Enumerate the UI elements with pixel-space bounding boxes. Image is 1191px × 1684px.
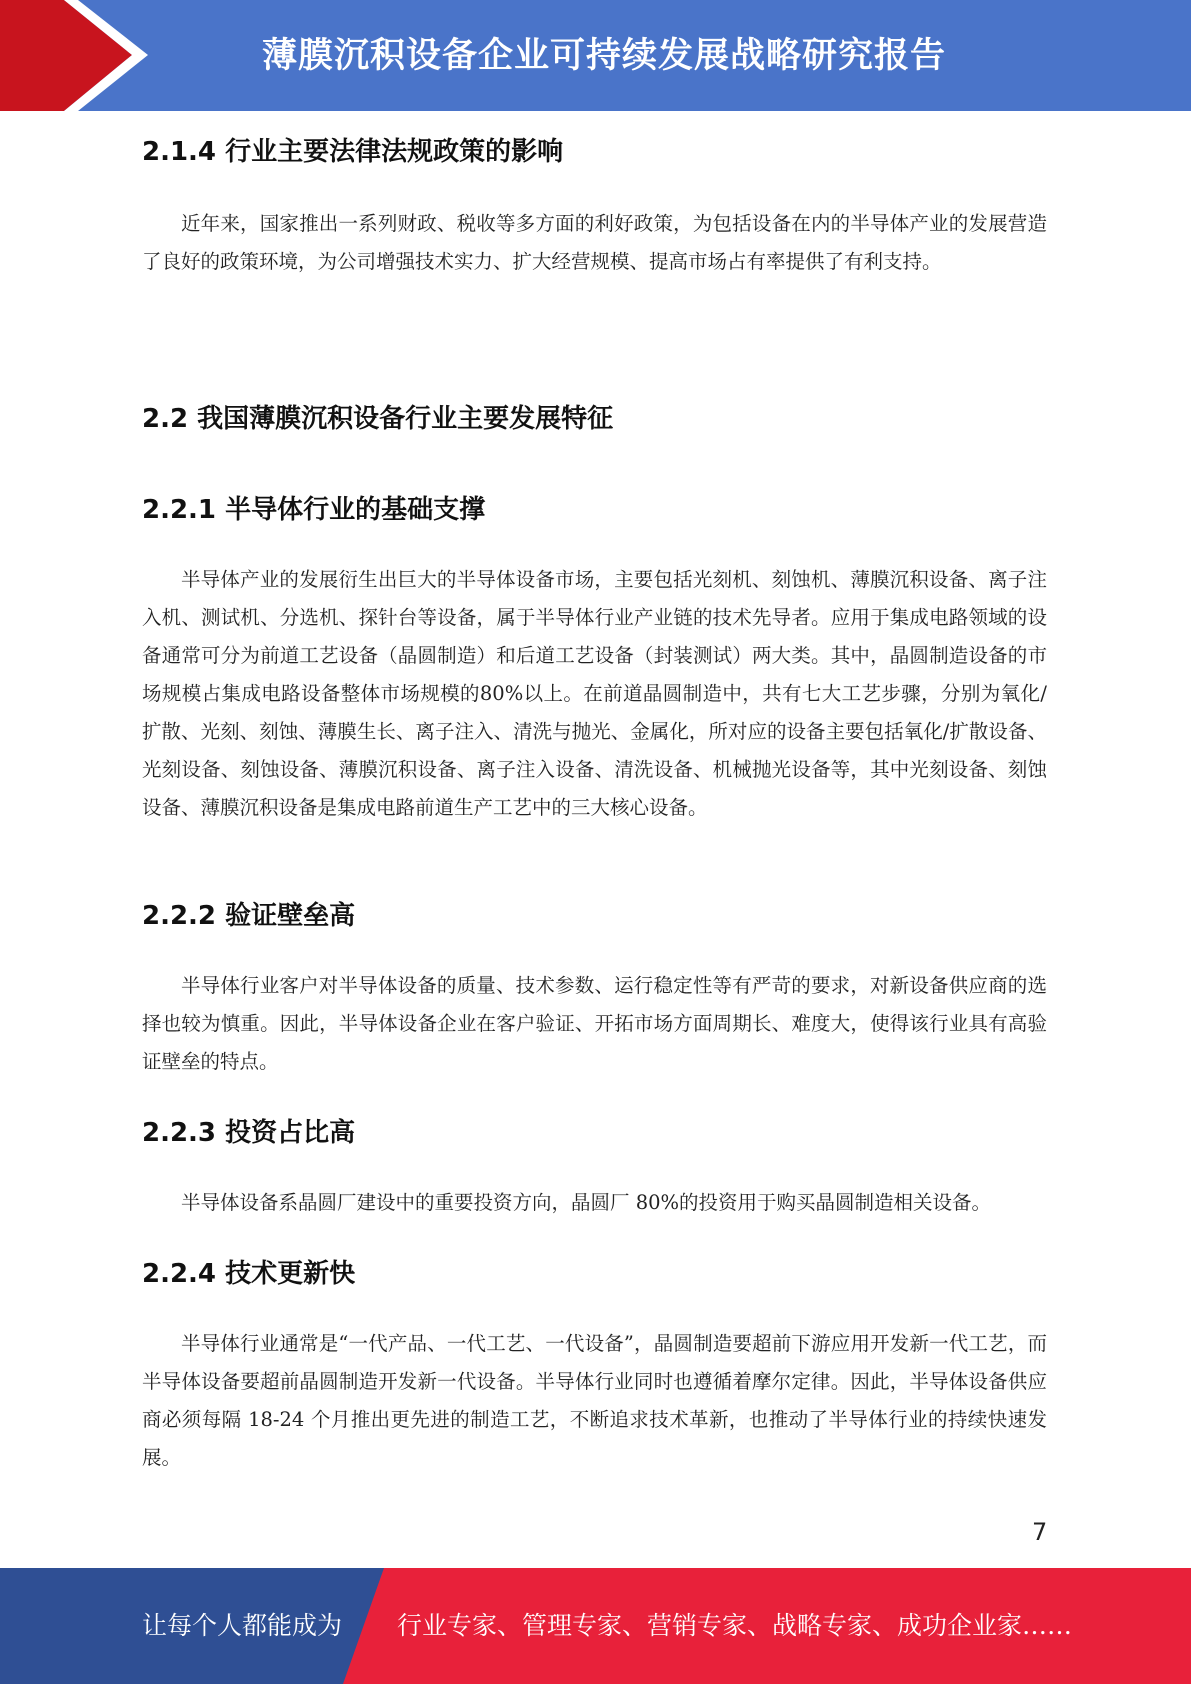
page-footer bbox=[0, 1568, 1191, 1684]
report-title: 薄膜沉积设备企业可持续发展战略研究报告 bbox=[262, 36, 947, 76]
footer-slogan-right: 行业专家、管理专家、营销专家、战略专家、成功企业家…… bbox=[397, 1611, 1073, 1640]
section-text-2-2-2: 半导体行业客户对半导体设备的质量、技术参数、运行稳定性等有严苛的要求，对新设备供应商的选择也较为慎重。因此，半导体设备企业在客户验证、开拓市场方面周期长、难度大，使得该行业具有高验证壁垒的特点。 bbox=[142, 974, 1047, 1073]
page-number: 7 bbox=[1032, 1518, 1048, 1546]
section-heading-2-2-2: 2.2.2 验证壁垒高 bbox=[142, 901, 356, 931]
section-heading-2-2-1: 2.2.1 半导体行业的基础支撑 bbox=[142, 495, 486, 525]
section-heading-2-2-3: 2.2.3 投资占比高 bbox=[142, 1118, 356, 1148]
section-text-2-1-4: 近年来，国家推出一系列财政、税收等多方面的利好政策，为包括设备在内的半导体产业的发展营造了良好的政策环境，为公司增强技术实力、扩大经营规模、提高市场占有率提供了有利支持。 bbox=[142, 212, 1047, 273]
section-heading-2-1-4: 2.1.4 行业主要法律法规政策的影响 bbox=[142, 137, 564, 167]
section-heading-2-2: 2.2 我国薄膜沉积设备行业主要发展特征 bbox=[142, 404, 614, 434]
page-header bbox=[0, 0, 1191, 111]
footer-slogan-left: 让每个人都能成为 bbox=[142, 1611, 343, 1640]
section-text-2-2-3: 半导体设备系晶圆厂建设中的重要投资方向，晶圆厂 80%的投资用于购买晶圆制造相关设备。 bbox=[181, 1191, 992, 1214]
section-text-2-2-4: 半导体行业通常是“一代产品、一代工艺、一代设备”，晶圆制造要超前下游应用开发新一代工艺，而半导体设备要超前晶圆制造开发新一代设备。半导体行业同时也遵循着摩尔定律。因此，半导体设备供应商必须每隔 18-24 个月推出更先进的制造工艺，不断追求技术革新，也推动了半导体行业的持续快速发展。 bbox=[142, 1332, 1047, 1469]
section-heading-2-2-4: 2.2.4 技术更新快 bbox=[142, 1259, 356, 1289]
section-text-2-2-1: 半导体产业的发展衍生出巨大的半导体设备市场，主要包括光刻机、刻蚀机、薄膜沉积设备、离子注入机、测试机、分选机、探针台等设备，属于半导体行业产业链的技术先导者。应用于集成电路领域的设备通常可分为前道工艺设备（晶圆制造）和后道工艺设备（封装测试）两大类。其中，晶圆制造设备的市场规模占集成电路设备整体市场规模的80%以上。在前道晶圆制造中，共有七大工艺步骤，分别为氧化/扩散、光刻、刻蚀、薄膜生长、离子注入、清洗与抛光、金属化，所对应的设备主要包括氧化/扩散设备、光刻设备、刻蚀设备、薄膜沉积设备、离子注入设备、清洗设备、机械抛光设备等，其中光刻设备、刻蚀设备、薄膜沉积设备是集成电路前道生产工艺中的三大核心设备。 bbox=[142, 568, 1047, 819]
